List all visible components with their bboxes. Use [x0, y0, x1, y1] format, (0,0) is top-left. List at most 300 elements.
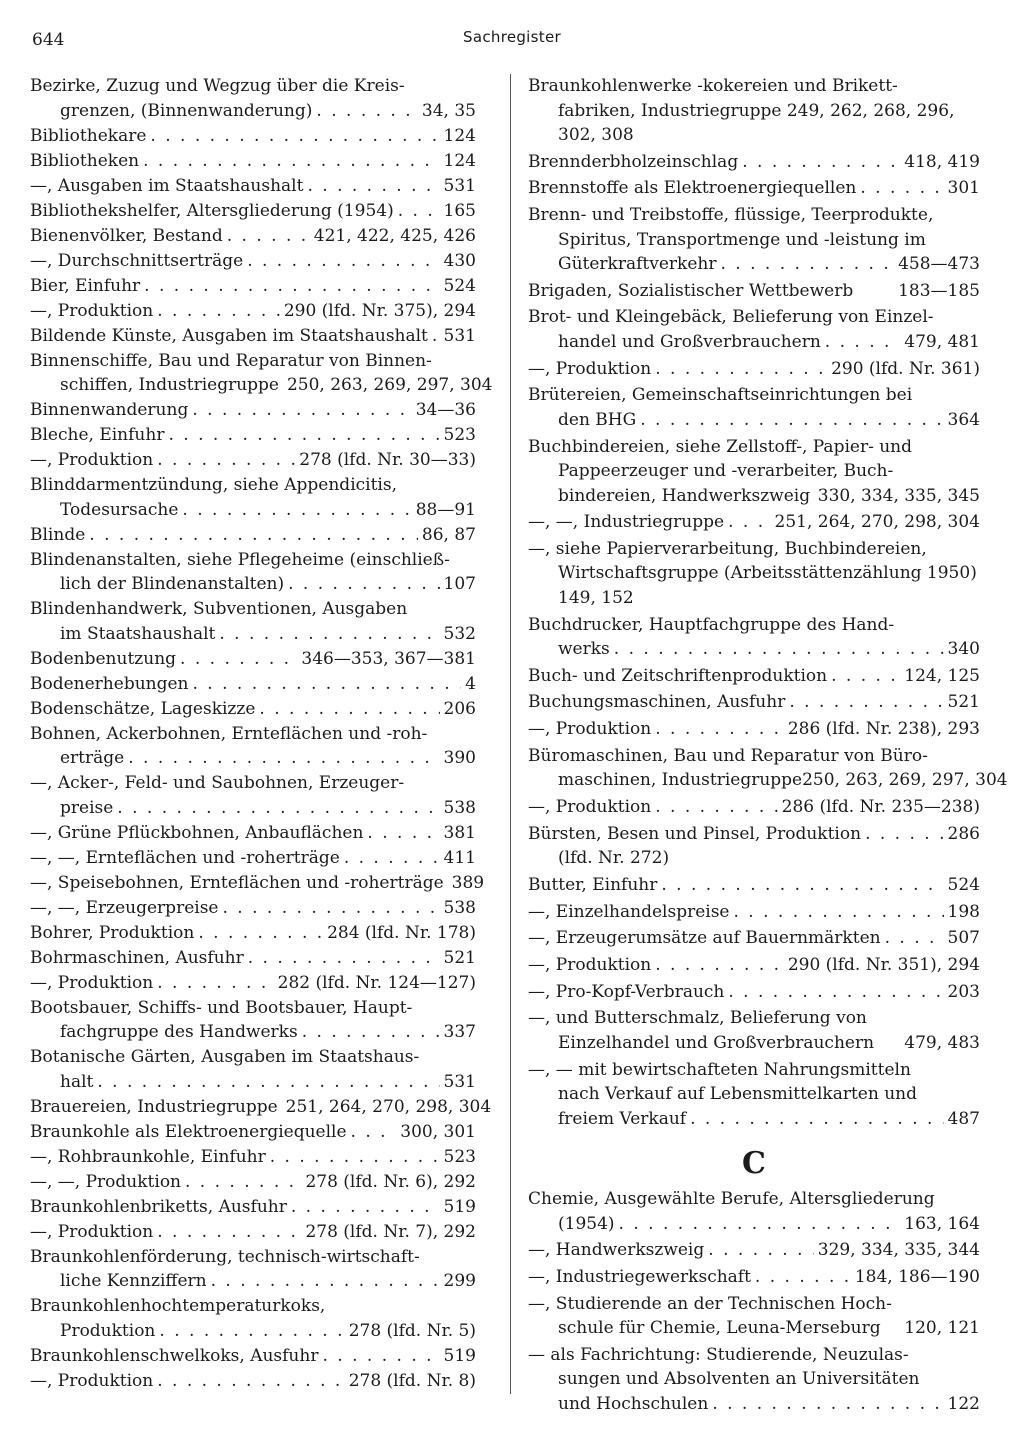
- entry-text: Brennderbholzeinschlag: [528, 151, 739, 172]
- entry-pages: 34—36: [415, 400, 476, 420]
- entry-line: [30, 299, 476, 324]
- entry-text: Spiritus, Transportmenge und -leistung im: [558, 229, 926, 250]
- dot-leader: [860, 176, 943, 201]
- dot-leader: [720, 252, 894, 277]
- entry-text: Einzelhandel und Großverbrauchern: [558, 1032, 875, 1053]
- entry-text: Braunkohlenförderung, technisch-wirtschaft-: [30, 1246, 420, 1267]
- entry-pages: 284 (lfd. Nr. 178): [327, 922, 476, 943]
- entry-text: —, Produktion: [30, 300, 154, 321]
- dot-leader: [157, 1369, 345, 1394]
- index-entry: [30, 821, 476, 846]
- entry-line: [528, 123, 980, 148]
- entry-pages: 531: [443, 175, 476, 196]
- entry-pages: 250, 263, 269, 297, 304: [286, 375, 493, 395]
- entry-line: [528, 768, 1008, 793]
- index-entry: [30, 349, 493, 398]
- entry-pages: 531: [443, 1071, 476, 1092]
- entry-text: —, —, Produktion: [30, 1171, 181, 1192]
- entry-line: [30, 597, 476, 622]
- entry-text: Wirtschaftsgruppe (Arbeitsstättenzählung 1950): [558, 563, 977, 584]
- dot-leader: [193, 672, 462, 697]
- entry-line: [528, 305, 980, 330]
- entry-line: [528, 203, 980, 228]
- index-entry: [528, 357, 980, 382]
- entry-text: Blindenhandwerk, Subventionen, Ausgaben: [30, 599, 408, 619]
- dot-leader: [831, 664, 900, 689]
- entry-text: liche Kennziffern: [60, 1271, 207, 1291]
- entry-pages: 538: [443, 797, 476, 818]
- entry-line: [30, 647, 476, 672]
- entry-text: Butter, Einfuhr: [528, 874, 658, 895]
- dot-leader: [367, 821, 439, 846]
- index-entry: [30, 946, 476, 971]
- entry-line: [528, 561, 980, 586]
- index-entry: [30, 124, 476, 149]
- index-entry: [528, 1238, 980, 1263]
- entry-text: bindereien, Handwerkszweig: [558, 485, 811, 506]
- index-entry: [528, 744, 1008, 793]
- entry-line: [30, 448, 476, 473]
- dot-leader: [97, 1070, 439, 1095]
- entry-line: [528, 1187, 980, 1212]
- dot-leader: [865, 822, 943, 847]
- entry-pages: 107: [443, 574, 476, 594]
- index-column-right: [528, 74, 1008, 1418]
- entry-pages: 521: [947, 692, 980, 713]
- entry-pages: 524: [443, 275, 476, 296]
- dot-leader: [117, 796, 439, 821]
- dot-leader: [185, 1170, 301, 1195]
- entry-text: Blinde: [30, 524, 86, 545]
- entry-line: [30, 498, 476, 523]
- dot-leader: [222, 896, 439, 921]
- entry-line: [528, 383, 980, 408]
- entry-pages: 286 (lfd. Nr. 238), 293: [787, 719, 980, 740]
- entry-pages: 34, 35: [421, 100, 476, 121]
- index-entry: [30, 1195, 476, 1220]
- entry-line: [528, 74, 980, 99]
- index-entry: [30, 722, 476, 771]
- dot-leader: [180, 647, 297, 672]
- entry-line: [528, 1031, 980, 1056]
- entry-line: [528, 252, 980, 277]
- entry-line: [528, 228, 980, 253]
- entry-line: [30, 672, 476, 697]
- entry-pages: 390: [443, 748, 476, 768]
- entry-line: [30, 946, 476, 971]
- entry-line: [528, 846, 980, 871]
- entry-line: [528, 408, 980, 433]
- entry-line: [30, 572, 476, 597]
- entry-text: preise: [60, 797, 114, 818]
- entry-pages: 521: [443, 947, 476, 968]
- index-entry: [30, 249, 476, 274]
- entry-line: [528, 459, 980, 484]
- dot-leader: [619, 1212, 901, 1237]
- entry-text: schiffen, Industriegruppe: [60, 375, 279, 395]
- entry-pages: 381: [443, 822, 476, 843]
- dot-leader: [227, 224, 310, 249]
- entry-text: fabriken, Industriegruppe 249, 262, 268, 296,: [558, 100, 955, 121]
- index-entry: [30, 597, 476, 646]
- entry-line: [30, 622, 476, 647]
- entry-line: [528, 613, 980, 638]
- entry-text: —, Industriegewerkschaft: [528, 1266, 751, 1287]
- index-entry: [30, 697, 476, 722]
- index-entry: [528, 1006, 980, 1055]
- entry-pages: 507: [947, 928, 980, 949]
- entry-pages: 364: [947, 409, 980, 430]
- entry-pages: 120, 121: [904, 1318, 980, 1339]
- entry-pages: 523: [443, 425, 476, 445]
- entry-text: —, siehe Papierverarbeitung, Buchbindereien,: [528, 538, 927, 559]
- index-entry: [30, 771, 476, 820]
- entry-pages: 206: [443, 698, 476, 719]
- entry-line: [528, 637, 980, 662]
- entry-pages: 458—473: [898, 254, 980, 275]
- index-entry: [30, 423, 476, 448]
- index-entry: [528, 1292, 980, 1341]
- entry-pages: 531: [443, 325, 476, 346]
- entry-line: [30, 274, 476, 299]
- index-entry: [30, 647, 476, 672]
- entry-pages: 479, 481: [904, 331, 980, 352]
- entry-pages: 278 (lfd. Nr. 7), 292: [305, 1221, 476, 1242]
- entry-text: Brenn- und Treibstoffe, flüssige, Teerprodukte,: [528, 205, 934, 226]
- entry-pages: 250, 263, 269, 297, 304: [802, 770, 1008, 791]
- entry-text: Bibliotheken: [30, 150, 140, 171]
- dot-leader: [211, 1269, 440, 1294]
- entry-pages: 183—185: [898, 280, 980, 301]
- entry-line: [30, 174, 476, 199]
- entry-line: [528, 357, 980, 382]
- entry-pages: 411: [443, 847, 476, 868]
- dot-leader: [728, 510, 770, 535]
- entry-pages: 519: [443, 1196, 476, 1217]
- entry-text: Brigaden, Sozialistischer Wettbewerb: [528, 280, 854, 301]
- entry-line: [30, 199, 476, 224]
- entry-line: [30, 771, 476, 796]
- entry-text: handel und Großverbrauchern: [558, 331, 821, 352]
- index-entry: [30, 1145, 476, 1170]
- entry-text: Produktion: [60, 1320, 156, 1341]
- entry-text: Braunkohlenbriketts, Ausfuhr: [30, 1196, 287, 1217]
- entry-text: halt: [60, 1071, 94, 1092]
- index-entry: [30, 672, 476, 697]
- index-entry: [528, 305, 980, 354]
- dot-leader: [742, 150, 900, 175]
- entry-text: Bohnen, Ackerbohnen, Ernteflächen und -roh-: [30, 723, 428, 744]
- entry-pages: 88—91: [415, 499, 476, 520]
- index-entry: [30, 74, 476, 123]
- dot-leader: [708, 1238, 814, 1263]
- dot-leader: [885, 926, 944, 951]
- entry-text: —, Ausgaben im Staatshaushalt: [30, 175, 304, 196]
- entry-line: [30, 423, 476, 448]
- entry-text: Bodenschätze, Lageskizze: [30, 698, 256, 719]
- index-entry: [30, 971, 476, 996]
- index-entry: [528, 1343, 980, 1417]
- dot-leader: [168, 423, 439, 448]
- entry-text: Brütereien, Gemeinschaftseinrichtungen bei: [528, 385, 913, 406]
- entry-pages: 278 (lfd. Nr. 8): [348, 1370, 476, 1391]
- entry-text: —, Produktion: [30, 1370, 154, 1391]
- entry-line: [528, 1265, 980, 1290]
- page-number: 644: [32, 30, 65, 50]
- index-entry: [528, 717, 980, 742]
- entry-line: [30, 896, 476, 921]
- entry-text: Bootsbauer, Schiffs- und Bootsbauer, Haupt-: [30, 997, 413, 1018]
- entry-text: —, Studierende an der Technischen Hoch-: [528, 1293, 892, 1314]
- entry-line: [30, 821, 476, 846]
- entry-text: —, Speisebohnen, Ernteflächen und -roherträge: [30, 872, 444, 893]
- entry-text: —, Produktion: [528, 358, 652, 379]
- entry-line: [528, 1082, 980, 1107]
- entry-line: [30, 921, 476, 946]
- dot-leader: [192, 398, 411, 423]
- entry-pages: 251, 264, 270, 298, 304: [285, 1096, 492, 1117]
- dot-leader: [432, 324, 440, 349]
- entry-text: 149, 152: [558, 587, 634, 608]
- entry-line: [30, 846, 476, 871]
- entry-text: Braunkohlenhochtemperaturkoks,: [30, 1296, 326, 1316]
- entry-pages: 524: [947, 874, 980, 895]
- entry-line: [30, 349, 476, 374]
- dot-leader: [728, 980, 943, 1005]
- index-entry: [30, 996, 476, 1045]
- entry-text: Blinddarmentzündung, siehe Appendicitis,: [30, 475, 397, 495]
- entry-text: —, —, Erzeugerpreise: [30, 897, 219, 918]
- entry-line: [528, 873, 980, 898]
- entry-pages: 389: [451, 872, 485, 893]
- entry-text: Bezirke, Zuzug und Wegzug über die Kreis-: [30, 76, 405, 96]
- index-entry: [528, 822, 980, 871]
- entry-line: [528, 435, 980, 460]
- entry-text: Botanische Gärten, Ausgaben im Staatshaus-: [30, 1047, 420, 1067]
- entry-pages: 290 (lfd. Nr. 351), 294: [787, 954, 980, 975]
- entry-pages: 430: [443, 250, 476, 271]
- entry-text: —, Handwerkszweig: [528, 1240, 705, 1261]
- dot-leader: [157, 299, 280, 324]
- dot-leader: [307, 174, 439, 199]
- entry-text: 302, 308: [558, 125, 634, 145]
- entry-pages: 124: [443, 150, 476, 171]
- index-entry: [30, 548, 476, 597]
- entry-text: Bildende Künste, Ausgaben im Staatshaushalt: [30, 325, 428, 346]
- entry-pages: 278 (lfd. Nr. 5): [348, 1320, 476, 1341]
- entry-pages: 346—353, 367—381: [301, 648, 476, 669]
- index-entry: [30, 1369, 476, 1394]
- index-entry: [528, 900, 980, 925]
- entry-text: Binnenwanderung: [30, 400, 189, 420]
- entry-text: Bohrmaschinen, Ausfuhr: [30, 947, 244, 968]
- entry-line: [528, 510, 980, 535]
- entry-pages: 184, 186—190: [854, 1266, 980, 1287]
- entry-text: —, Produktion: [528, 797, 652, 817]
- entry-line: [30, 1269, 476, 1294]
- entry-line: [528, 1238, 980, 1263]
- entry-pages: 278 (lfd. Nr. 6), 292: [305, 1171, 476, 1192]
- dot-leader: [157, 971, 273, 996]
- entry-line: [30, 398, 476, 423]
- dot-leader: [789, 690, 943, 715]
- entry-line: [30, 1120, 476, 1145]
- entry-text: Todesursache: [60, 499, 179, 520]
- entry-text: freiem Verkauf: [558, 1108, 687, 1129]
- index-entry: [30, 448, 476, 473]
- entry-line: [30, 1294, 476, 1319]
- entry-text: Bleche, Einfuhr: [30, 425, 165, 445]
- entry-line: [30, 1369, 476, 1394]
- index-entry: [528, 1058, 980, 1132]
- entry-pages: 299: [443, 1271, 476, 1291]
- entry-line: [528, 822, 980, 847]
- entry-text: —, Acker-, Feld- und Saubohnen, Erzeuger-: [30, 773, 405, 793]
- entry-line: [30, 871, 485, 896]
- entry-text: —, Durchschnittserträge: [30, 250, 244, 271]
- entry-line: [30, 1220, 476, 1245]
- entry-line: [30, 523, 476, 548]
- entry-text: —, Produktion: [528, 719, 652, 740]
- entry-line: [30, 149, 476, 174]
- index-entry: [30, 1120, 476, 1145]
- entry-text: Blindenanstalten, siehe Pflegeheime (einschließ-: [30, 549, 450, 570]
- entry-line: [528, 664, 980, 689]
- entry-pages: 124: [443, 125, 476, 146]
- index-entry: [528, 690, 980, 715]
- entry-text: —, Erzeugerumsätze auf Bauernmärkten: [528, 928, 881, 949]
- index-entry: [528, 176, 980, 201]
- entry-pages: 86, 87: [421, 524, 476, 545]
- index-entry: [528, 510, 980, 535]
- running-head: Sachregister: [463, 28, 561, 46]
- entry-text: schule für Chemie, Leuna-Merseburg: [558, 1318, 881, 1339]
- index-entry: [528, 203, 980, 277]
- index-entry: [30, 1045, 476, 1094]
- dot-leader: [157, 448, 295, 473]
- section-letter-c: C: [742, 1146, 766, 1181]
- entry-pages: 340: [947, 639, 980, 660]
- entry-line: [528, 926, 980, 951]
- index-entry: [528, 664, 980, 689]
- index-entry: [30, 1344, 476, 1369]
- entry-line: [528, 795, 980, 820]
- index-entry: [528, 613, 980, 662]
- index-entry: [528, 795, 980, 820]
- entry-text: Güterkraftverkehr: [558, 254, 717, 275]
- dot-leader: [270, 1145, 440, 1170]
- entry-pages: 163, 164: [904, 1213, 980, 1234]
- dot-leader: [351, 1120, 397, 1145]
- entry-line: [30, 1245, 476, 1270]
- entry-text: Bienenvölker, Bestand: [30, 225, 223, 246]
- dot-leader: [655, 953, 784, 978]
- entry-line: [30, 697, 476, 722]
- entry-line: [528, 537, 980, 562]
- entry-line: [528, 717, 980, 742]
- index-entry: [30, 921, 476, 946]
- entry-pages: 301: [947, 178, 980, 199]
- entry-pages: 523: [443, 1146, 476, 1167]
- index-entry: [528, 1265, 980, 1290]
- index-entry: [30, 523, 476, 548]
- dot-leader: [712, 1392, 943, 1417]
- entry-text: —, — mit bewirtschafteten Nahrungsmitteln: [528, 1059, 911, 1080]
- entry-text: Büromaschinen, Bau und Reparatur von Büro-: [528, 745, 928, 766]
- index-entry: [30, 1245, 476, 1294]
- entry-line: [30, 1195, 476, 1220]
- entry-line: [528, 1367, 980, 1392]
- entry-pages: 290 (lfd. Nr. 361): [831, 358, 980, 379]
- entry-text: maschinen, Industriegruppe: [558, 770, 803, 791]
- entry-text: Buchbindereien, siehe Zellstoff-, Papier- und: [528, 436, 913, 457]
- dot-leader: [259, 697, 439, 722]
- entry-text: im Staatshaushalt: [60, 623, 216, 644]
- entry-line: [30, 1170, 476, 1195]
- entry-pages: 487: [947, 1108, 980, 1129]
- entry-line: [528, 1316, 980, 1341]
- dot-leader: [655, 357, 827, 382]
- entry-text: Bibliothekare: [30, 125, 147, 146]
- index-entry: [528, 435, 980, 509]
- entry-text: —, Einzelhandelspreise: [528, 901, 730, 922]
- entry-line: [30, 124, 476, 149]
- index-entry: [30, 398, 476, 423]
- dot-leader: [128, 746, 439, 771]
- entry-line: [528, 99, 980, 124]
- index-entry: [30, 224, 476, 249]
- entry-text: erträge: [60, 748, 125, 768]
- dot-leader: [734, 900, 944, 925]
- dot-leader: [661, 873, 943, 898]
- entry-text: Binnenschiffe, Bau und Reparatur von Binnen-: [30, 350, 432, 371]
- dot-leader: [182, 498, 411, 523]
- entry-text: —, Rohbraunkohle, Einfuhr: [30, 1146, 266, 1167]
- index-entry: [30, 1220, 476, 1245]
- entry-pages: 337: [443, 1022, 476, 1042]
- entry-line: [528, 1006, 980, 1031]
- dot-leader: [89, 523, 418, 548]
- dot-leader: [614, 637, 944, 662]
- entry-line: [528, 279, 980, 304]
- entry-line: [528, 150, 980, 175]
- entry-pages: 165: [443, 200, 476, 221]
- entry-line: [30, 373, 493, 398]
- entry-pages: 519: [443, 1345, 476, 1366]
- dot-leader: [219, 622, 439, 647]
- entry-text: Buch- und Zeitschriftenproduktion: [528, 665, 828, 686]
- index-entry: [528, 953, 980, 978]
- entry-line: [30, 548, 476, 573]
- index-column-left: [30, 74, 493, 1394]
- entry-line: [528, 900, 980, 925]
- entry-text: (1954): [558, 1213, 615, 1234]
- entry-text: fachgruppe des Handwerks: [60, 1022, 298, 1042]
- entry-text: und Hochschulen: [558, 1393, 709, 1414]
- dot-leader: [322, 1344, 439, 1369]
- index-entry: [528, 74, 980, 148]
- index-entry: [30, 846, 476, 871]
- entry-line: [30, 473, 476, 498]
- entry-line: [30, 324, 476, 349]
- entry-text: werks: [558, 639, 610, 660]
- entry-text: den BHG: [558, 409, 637, 430]
- entry-text: —, —, Ernteflächen und -roherträge: [30, 847, 340, 868]
- entry-line: [528, 484, 980, 509]
- entry-text: Brennstoffe als Elektroenergiequellen: [528, 178, 857, 199]
- entry-text: Buchdrucker, Hauptfachgruppe des Hand-: [528, 614, 895, 635]
- entry-line: [30, 722, 476, 747]
